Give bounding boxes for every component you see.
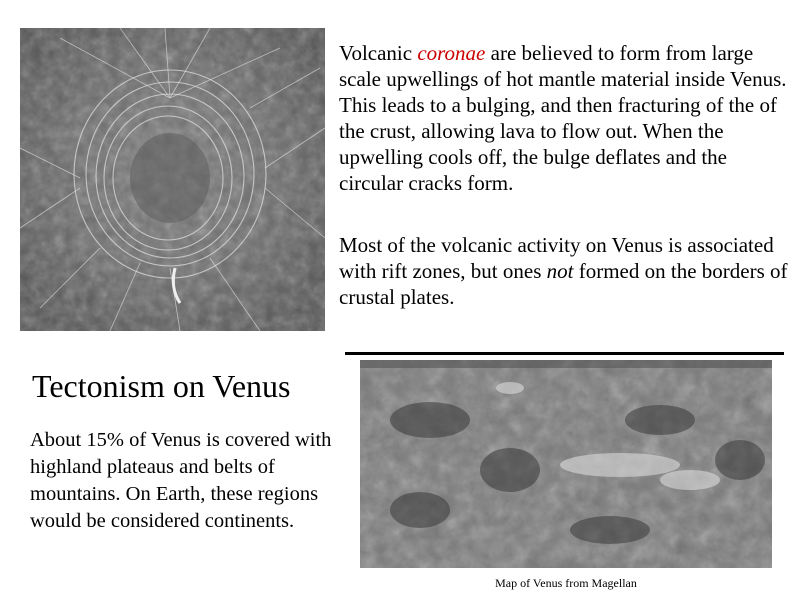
corona-description [339, 40, 794, 196]
section-divider [345, 352, 784, 355]
rift-zone-description [339, 232, 794, 310]
venus-magellan-map [360, 360, 772, 568]
corona-text-post: are believed to form from large scale upwellings of hot mantle material inside Venus. This leads to a bulging, and then fracturing of the of the crust, allowing lava to flow out. When the upwelling cools off, the bulge deflates and the circular cracks form. [339, 41, 787, 195]
highland-description: About 15% of Venus is covered with highland plateaus and belts of mountains. On Earth, these regions would be considered continents. [30, 429, 332, 532]
rift-text-post: formed on the borders of crustal plates. [339, 259, 788, 309]
coronae-term: coronae [417, 41, 486, 65]
not-emphasis: not [546, 259, 574, 283]
rift-text-pre: Most of the volcanic activity on Venus is associated with rift zones, but ones [339, 233, 774, 283]
map-caption: Map of Venus from Magellan [495, 576, 637, 590]
section-title: Tectonism on Venus [32, 368, 291, 404]
corona-text-pre: Volcanic [339, 41, 418, 65]
corona-radar-image [20, 28, 325, 331]
